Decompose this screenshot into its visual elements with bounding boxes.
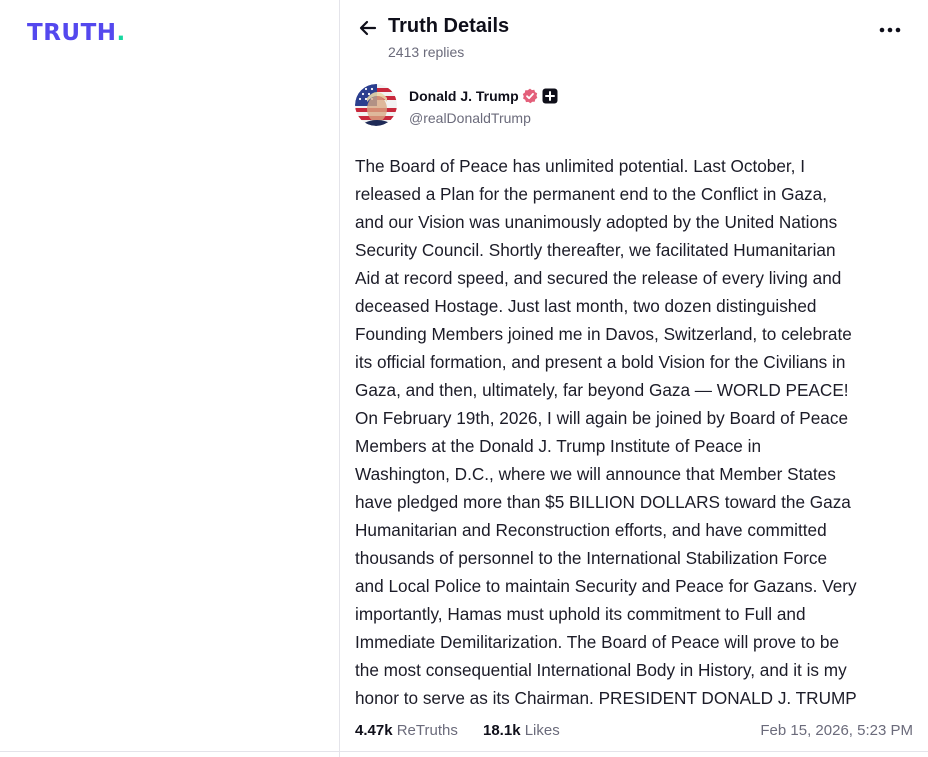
truth-logo[interactable] — [27, 20, 126, 46]
post-body-line: honor to serve as its Chairman. PRESIDENT DONALD J. TRUMP — [355, 688, 857, 708]
post-body-line: and our Vision was unanimously adopted by the United Nations — [355, 212, 838, 232]
author-name[interactable]: Donald J. Trump — [409, 88, 519, 104]
post-timestamp: Feb 15, 2026, 5:23 PM — [760, 722, 913, 739]
verified-badge-icon — [522, 88, 538, 104]
post-body-line: The Board of Peace has unlimited potential. Last October, I — [355, 156, 806, 176]
reply-count[interactable]: 2413 replies — [388, 44, 465, 60]
post-body — [355, 152, 915, 712]
retruths-count: 4.47k — [355, 722, 393, 739]
likes-stat[interactable] — [483, 722, 560, 739]
main-column — [340, 0, 928, 757]
post-body-line: the most consequential International Body in History, and it is my — [355, 660, 847, 680]
divider — [0, 751, 928, 752]
post-stats — [355, 722, 915, 742]
arrow-left-icon — [358, 18, 378, 38]
post-body-line: deceased Hostage. Just last month, two dozen distinguished — [355, 296, 817, 316]
likes-count: 18.1k — [483, 722, 521, 739]
retruths-label: ReTruths — [396, 722, 458, 739]
retruths-stat[interactable] — [355, 722, 458, 739]
page-header — [340, 0, 928, 70]
post-author — [355, 84, 915, 128]
post-body-line: importantly, Hamas must uphold its commitment to Full and — [355, 604, 806, 624]
back-button[interactable] — [356, 16, 380, 40]
post-body-line: thousands of personnel to the International Stabilization Force — [355, 548, 828, 568]
post-body-line: and Local Police to maintain Security and Peace for Gazans. Very — [355, 576, 857, 596]
post-body-line: Aid at record speed, and secured the release of every living and — [355, 268, 842, 288]
plus-badge-icon — [542, 88, 558, 104]
logo-text: TRUTH — [27, 20, 117, 46]
page-title: Truth Details — [388, 15, 510, 37]
author-handle[interactable]: @realDonaldTrump — [409, 110, 531, 126]
post-body-line: Immediate Demilitarization. The Board of Peace will prove to be — [355, 632, 840, 652]
post-body-line: Washington, D.C., where we will announce that Member States — [355, 464, 836, 484]
post-body-line: Members at the Donald J. Trump Institute of Peace in — [355, 436, 762, 456]
avatar[interactable] — [355, 84, 397, 126]
likes-label: Likes — [524, 722, 560, 739]
more-options-button[interactable] — [878, 20, 902, 40]
post-body-line: have pledged more than $5 BILLION DOLLARS toward the Gaza — [355, 492, 851, 512]
left-sidebar — [0, 0, 340, 757]
post-body-line: Humanitarian and Reconstruction efforts, and have committed — [355, 520, 827, 540]
post-body-line: Gaza, and then, ultimately, far beyond Gaza — WORLD PEACE! — [355, 380, 849, 400]
logo-dot: . — [116, 20, 126, 46]
more-horizontal-icon — [879, 27, 901, 33]
post-body-line: Security Council. Shortly thereafter, we facilitated Humanitarian — [355, 240, 836, 260]
author-badges — [522, 88, 558, 104]
post-body-line: On February 19th, 2026, I will again be joined by Board of Peace — [355, 408, 849, 428]
post-body-line: Founding Members joined me in Davos, Switzerland, to celebrate — [355, 324, 852, 344]
post-body-line: released a Plan for the permanent end to the Conflict in Gaza, — [355, 184, 827, 204]
avatar-image — [355, 84, 397, 126]
post-body-line: its official formation, and present a bold Vision for the Civilians in — [355, 352, 846, 372]
